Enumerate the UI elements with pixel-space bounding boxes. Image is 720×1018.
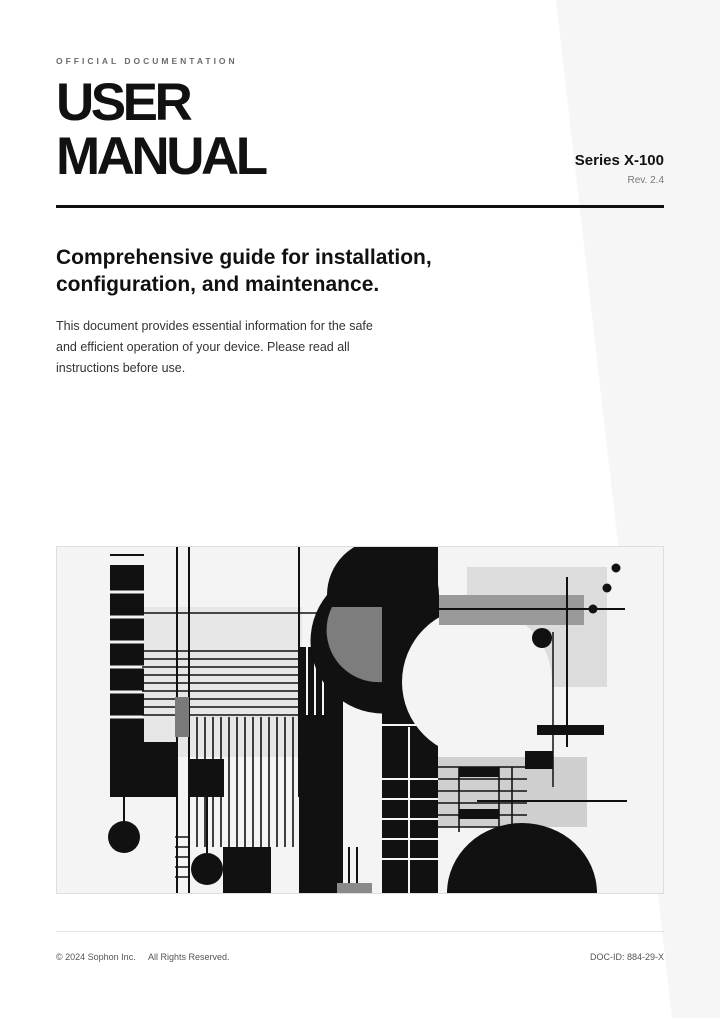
series-label: Series X-100 bbox=[574, 152, 664, 169]
subtitle: Comprehensive guide for installation, configuration, and maintenance. bbox=[56, 246, 432, 296]
page-title bbox=[56, 73, 265, 186]
abstract-geometric-illustration-icon bbox=[57, 547, 663, 893]
footer-divider bbox=[56, 931, 664, 932]
copyright-text: © 2024 Sophon Inc. bbox=[56, 952, 136, 962]
header-divider bbox=[56, 205, 664, 208]
document-page bbox=[56, 0, 664, 1018]
title-line-2: MANUAL bbox=[56, 127, 265, 186]
series-block bbox=[575, 152, 664, 186]
doc-id: DOC-ID: 884-29-X bbox=[589, 952, 664, 962]
eyebrow-label: OFFICIAL DOCUMENTATION bbox=[56, 56, 238, 66]
rights-text: All Rights Reserved. bbox=[148, 952, 230, 962]
title-line-1: USER bbox=[56, 73, 190, 132]
cover-illustration bbox=[56, 546, 664, 894]
intro-paragraph: This document provides essential information for the safe and efficient operation of your device. Please read all instructions before use. bbox=[56, 319, 373, 375]
revision-label: Rev. 2.4 bbox=[627, 175, 664, 186]
